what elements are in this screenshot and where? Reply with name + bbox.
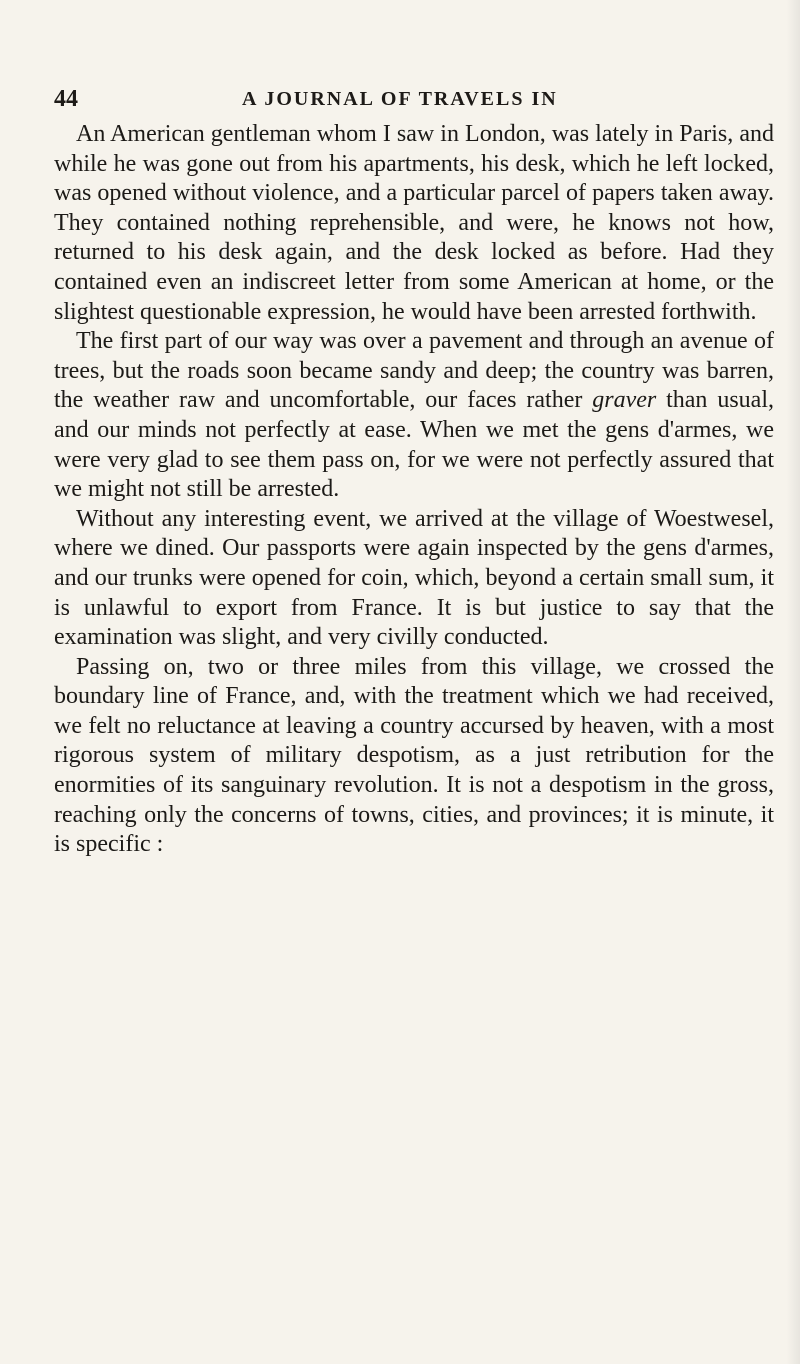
paragraph-1-text: An American gentleman whom I saw in London, was lately in Paris, and while he was gone out from his apartments, his desk, which he left locked, was opened without violence, and a particular parcel of papers taken away. They contained nothing reprehensible, and were, he knows not how, returned to his desk again, and the desk locked as before. Had they contained even an indiscreet letter from some American at home, or the slightest questionable expression, he would have been arrested forthwith. xyxy=(54,121,774,325)
paragraph-4 xyxy=(54,653,774,860)
paragraph-3 xyxy=(54,505,774,653)
paragraph-1 xyxy=(54,120,774,327)
paragraph-3-text: Without any interesting event, we arrived at the village of Woestwesel, where we dined. Our passports were again inspected by the gens d'armes, and our trunks were opened for coin, which, beyond a certain small sum, it is unlawful to export from France. It is but justice to say that the examination was slight, and very civilly conducted. xyxy=(54,505,774,651)
running-head xyxy=(54,86,774,114)
body-text xyxy=(54,120,774,860)
running-title: A JOURNAL OF TRAVELS IN xyxy=(242,88,558,110)
paragraph-4-text: Passing on, two or three miles from this village, we crossed the boundary line of France, and, with the treatment which we had received, we felt no reluctance at leaving a country accursed by heaven, with a most rigorous system of military despotism, as a just retribution for the enormities of its sanguinary revolution. It is not a despotism in the gross, reaching only the concerns of towns, cities, and provinces; it is minute, it is specific : xyxy=(54,653,774,858)
page-number: 44 xyxy=(54,86,78,112)
paragraph-2-text-end: than usual, and our minds not perfectly at ease. When we met the gens d'armes, we were very glad to see them pass on, for we were not perfectly assured that we might not still be arrested. xyxy=(54,387,774,503)
page-edge-shadow xyxy=(786,0,800,1364)
paragraph-2 xyxy=(54,327,774,505)
paragraph-2-text-start: The first part of our way was over a pavement and through an avenue of trees, but the roads soon became sandy and deep; the country was barren, the weather raw and uncomfortable, our faces rather xyxy=(54,328,774,414)
paragraph-2-italic-word: graver xyxy=(592,387,657,414)
